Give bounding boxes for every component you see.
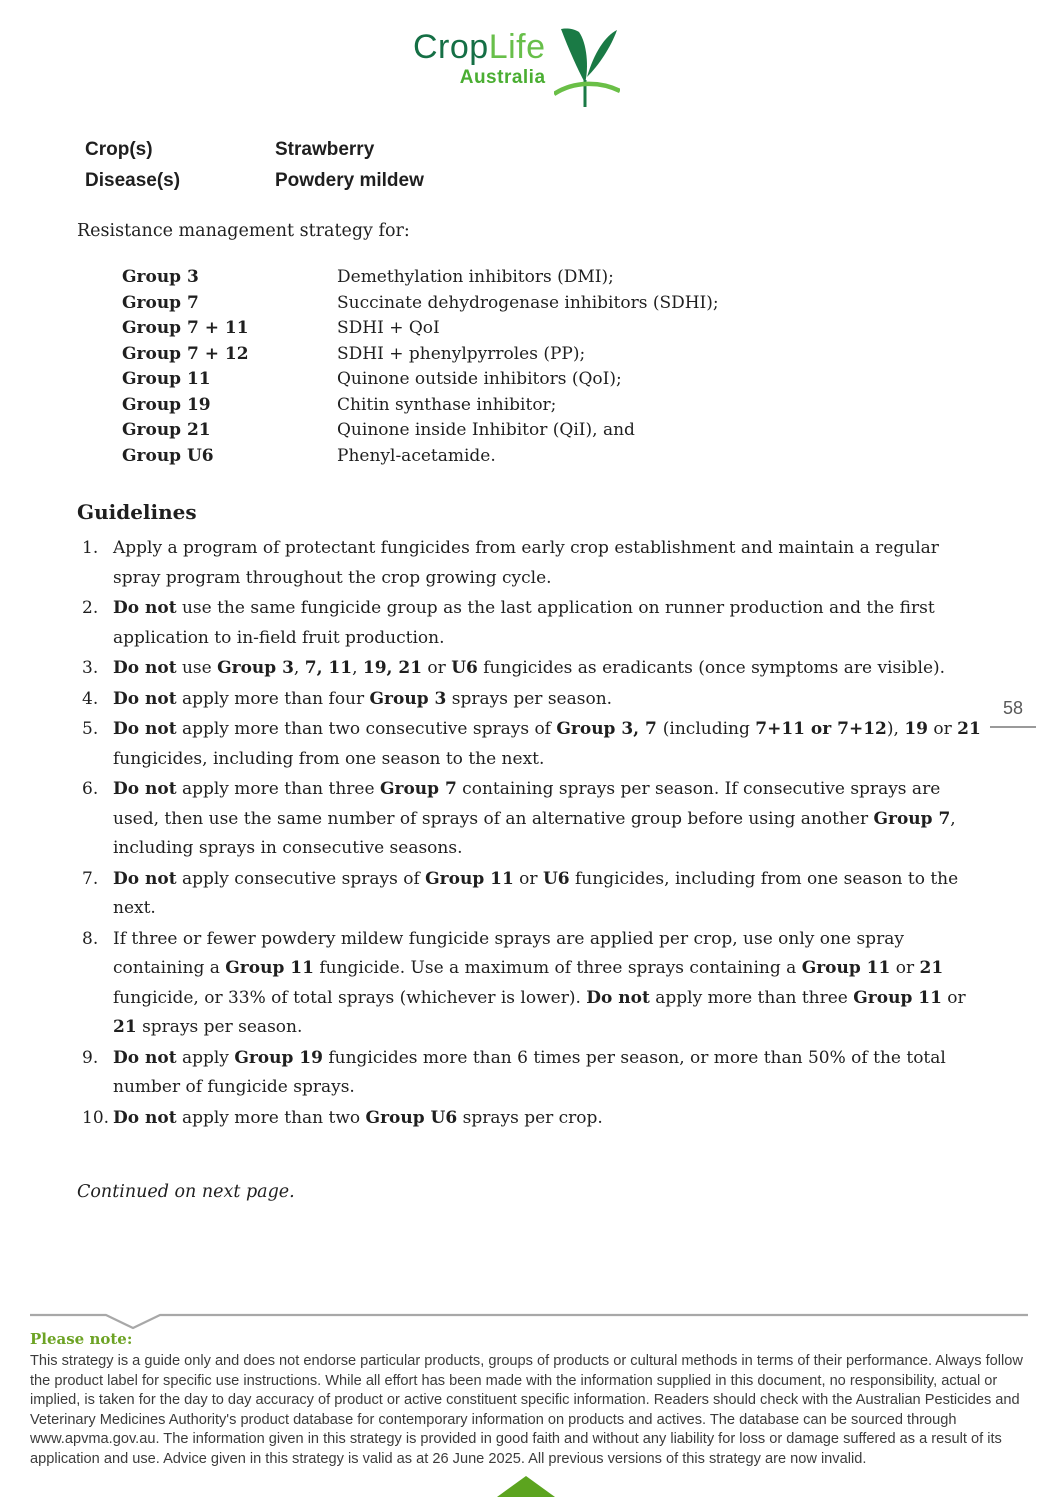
guidelines-list xyxy=(82,534,985,1134)
guideline-item xyxy=(82,925,985,1043)
guideline-item xyxy=(82,1044,985,1103)
guideline-number: 10. xyxy=(82,1107,110,1128)
intro-line: Resistance management strategy for: xyxy=(77,221,410,241)
guideline-item xyxy=(82,715,985,774)
guideline-text: Do not apply more than two consecutive sprays of Group 3, 7 (including 7+11 or 7+12), 19 or 21 fungicides, including from one season to the next. xyxy=(113,719,981,769)
page-number: 58 xyxy=(1002,698,1024,718)
guideline-number: 5. xyxy=(82,719,99,739)
groups-table xyxy=(122,265,719,469)
guideline-text: If three or fewer powdery mildew fungicide sprays are applied per crop, use only one spray containing a Group 11 fungicide. Use a maximum of three sprays containing a Group 11 or 21 fungicide, or 33% of total sprays (whichever is lower). Do not apply more than three Group 11 or 21 sprays per season. xyxy=(113,928,966,1037)
group-description: Demethylation inhibitors (DMI); xyxy=(337,267,614,287)
crop-value: Strawberry xyxy=(275,139,375,160)
guideline-text: Do not use the same fungicide group as the last application on runner production and the first application to in-field fruit production. xyxy=(113,598,935,648)
disease-value: Powdery mildew xyxy=(275,170,424,191)
guideline-number: 9. xyxy=(82,1047,99,1068)
group-name: Group 11 xyxy=(122,369,211,389)
guidelines-heading: Guidelines xyxy=(77,500,197,524)
group-description: SDHI + QoI xyxy=(337,318,440,338)
group-name: Group 7 + 11 xyxy=(122,318,249,338)
group-description: Quinone outside inhibitors (QoI); xyxy=(337,369,622,389)
group-row xyxy=(122,367,719,393)
continued-note: Continued on next page. xyxy=(77,1182,295,1202)
guideline-item xyxy=(82,775,985,864)
guideline-number: 7. xyxy=(82,868,99,889)
crop-disease-header xyxy=(85,134,424,196)
guideline-item xyxy=(82,594,985,653)
guideline-item xyxy=(82,865,985,924)
group-name: Group 7 xyxy=(122,292,199,313)
group-name: Group 3 xyxy=(122,267,199,287)
guideline-text: Do not apply Group 19 fungicides more than 6 times per season, or more than 50% of the total number of fungicide sprays. xyxy=(113,1047,946,1097)
footer-disclaimer: This strategy is a guide only and does not endorse particular products, groups of products or cultural methods in terms of their performance. Always follow the product label for specific use instructions. While all effort has been made with the information supplied in this document, no responsibility, actual or implied, is taken for the day to day accuracy of product or active constituent specific information. Readers should check with the Australian Pesticides and Veterinary Medicines Authority's product database for contemporary information on products and actives. The database can be sourced through www.apvma.gov.au. The information given in this strategy is provided in good faith and without any liability for loss or damage suffered as a result of its application and use. Advice given in this strategy is valid as at 26 June 2025. All previous versions of this strategy are now invalid. xyxy=(30,1353,1023,1467)
crop-label: Crop(s) xyxy=(85,139,153,160)
group-name: Group U6 xyxy=(122,445,214,466)
croplife-logo-text xyxy=(413,30,546,89)
croplife-brand-life: Life xyxy=(488,28,546,66)
group-row xyxy=(122,265,719,291)
group-name: Group 21 xyxy=(122,420,211,440)
guideline-text: Do not apply consecutive sprays of Group 11 or U6 fungicides, including from one season to the next. xyxy=(113,868,959,918)
guideline-item xyxy=(82,685,985,715)
group-row xyxy=(122,291,719,317)
group-name: Group 19 xyxy=(122,394,211,415)
group-row xyxy=(122,393,719,419)
guideline-number: 1. xyxy=(82,538,99,558)
group-row xyxy=(122,316,719,342)
crop-row xyxy=(85,134,424,165)
guideline-item xyxy=(82,1104,985,1134)
croplife-logo xyxy=(413,30,620,113)
group-description: SDHI + phenylpyrroles (PP); xyxy=(337,343,586,364)
group-description: Chitin synthase inhibitor; xyxy=(337,394,557,415)
please-note-label: Please note: xyxy=(30,1330,133,1348)
guideline-text: Do not apply more than four Group 3 sprays per season. xyxy=(113,688,613,709)
group-row xyxy=(122,444,719,470)
footer-divider xyxy=(0,1303,1058,1335)
group-description: Succinate dehydrogenase inhibitors (SDHI); xyxy=(337,292,719,313)
disease-row xyxy=(85,165,424,196)
guideline-number: 6. xyxy=(82,779,99,799)
croplife-subtitle: Australia xyxy=(459,67,546,88)
guideline-text: Do not use Group 3, 7, 11, 19, 21 or U6 fungicides as eradicants (once symptoms are visible). xyxy=(113,658,946,678)
guideline-text: Do not apply more than three Group 7 containing sprays per season. If consecutive sprays are used, then use the same number of sprays of an alternative group before using another Group 7, including sprays in consecutive seasons. xyxy=(113,779,956,858)
page-number-block xyxy=(990,698,1036,728)
group-row xyxy=(122,418,719,444)
croplife-brand-crop: Crop xyxy=(413,28,489,66)
group-description: Phenyl-acetamide. xyxy=(337,445,496,466)
guideline-item xyxy=(82,534,985,593)
guideline-number: 3. xyxy=(82,658,99,678)
guideline-item xyxy=(82,654,985,684)
guideline-text: Apply a program of protectant fungicides from early crop establishment and maintain a regular spray program throughout the crop growing cycle. xyxy=(113,538,939,588)
guideline-text: Do not apply more than two Group U6 sprays per crop. xyxy=(113,1107,603,1128)
group-name: Group 7 + 12 xyxy=(122,343,249,364)
guideline-number: 8. xyxy=(82,928,99,949)
plant-sprout-icon xyxy=(554,28,620,113)
guideline-number: 2. xyxy=(82,598,99,618)
disease-label: Disease(s) xyxy=(85,170,181,191)
scroll-top-triangle-icon xyxy=(497,1476,555,1497)
guideline-number: 4. xyxy=(82,688,99,709)
group-description: Quinone inside Inhibitor (QiI), and xyxy=(337,420,635,440)
croplife-brand-name xyxy=(413,30,546,64)
group-row xyxy=(122,342,719,368)
page-number-rule xyxy=(990,726,1036,728)
